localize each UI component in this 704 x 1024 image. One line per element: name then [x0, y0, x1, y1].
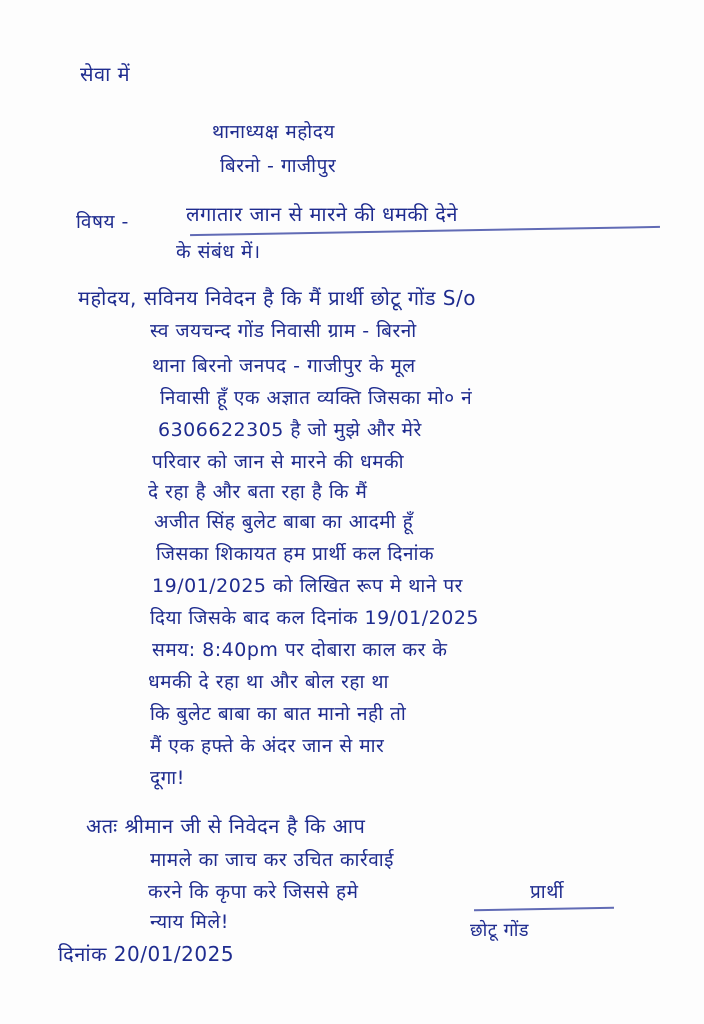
body-line-7: दे रहा है और बता रहा है कि मैं: [148, 481, 368, 503]
applicant-label: प्रार्थी: [530, 881, 564, 903]
applicant-underline: [474, 907, 614, 911]
body-line-12: समय: 8:40pm पर दोबारा काल कर के: [152, 639, 448, 661]
body-line-8: अजीत सिंह बुलेट बाबा का आदमी हूँ: [154, 511, 414, 533]
subject-underline-1: [190, 226, 660, 236]
body-line-13: धमकी दे रहा था और बोल रहा था: [148, 671, 389, 693]
body-line-6: परिवार को जान से मारने की धमकी: [152, 451, 405, 473]
recipient-title: थानाध्यक्ष महोदय: [212, 121, 335, 143]
recipient-address: बिरनो - गाजीपुर: [220, 155, 337, 177]
subject-line-1: लगातार जान से मारने की धमकी देने: [186, 202, 459, 226]
body-line-15: मैं एक हफ्ते के अंदर जान से मार: [150, 735, 385, 757]
body-line-16: दूगा!: [150, 767, 185, 789]
body-line-2: स्व जयचन्द गोंड निवासी ग्राम - बिरनो: [150, 320, 417, 342]
salutation: सेवा में: [80, 62, 131, 86]
subject-label: विषय -: [76, 211, 129, 233]
letter-date: दिनांक 20/01/2025: [58, 942, 235, 966]
body-line-4: निवासी हूँ एक अज्ञात व्यक्ति जिसका मो० नं: [160, 387, 473, 409]
body-line-5: 6306622305 है जो मुझे और मेरे: [158, 419, 422, 441]
signature: छोटू गोंड: [470, 920, 529, 941]
request-line-2: मामले का जाच कर उचित कार्रवाई: [150, 849, 395, 871]
subject-line-2: के संबंध में।: [176, 241, 261, 263]
body-line-14: कि बुलेट बाबा का बात मानो नही तो: [150, 703, 407, 725]
body-line-9: जिसका शिकायत हम प्रार्थी कल दिनांक: [156, 543, 435, 565]
body-line-1: महोदय, सविनय निवेदन है कि मैं प्रार्थी छोटू गोंड S/o: [78, 286, 476, 310]
request-line-1: अतः श्रीमान जी से निवेदन है कि आप: [86, 814, 366, 838]
body-line-3: थाना बिरनो जनपद - गाजीपुर के मूल: [152, 355, 416, 377]
body-line-10: 19/01/2025 को लिखित रूप मे थाने पर: [152, 575, 463, 597]
request-line-4: न्याय मिले!: [150, 911, 229, 933]
request-line-3: करने कि कृपा करे जिससे हमे: [148, 881, 359, 903]
body-line-11: दिया जिसके बाद कल दिनांक 19/01/2025: [150, 607, 480, 629]
